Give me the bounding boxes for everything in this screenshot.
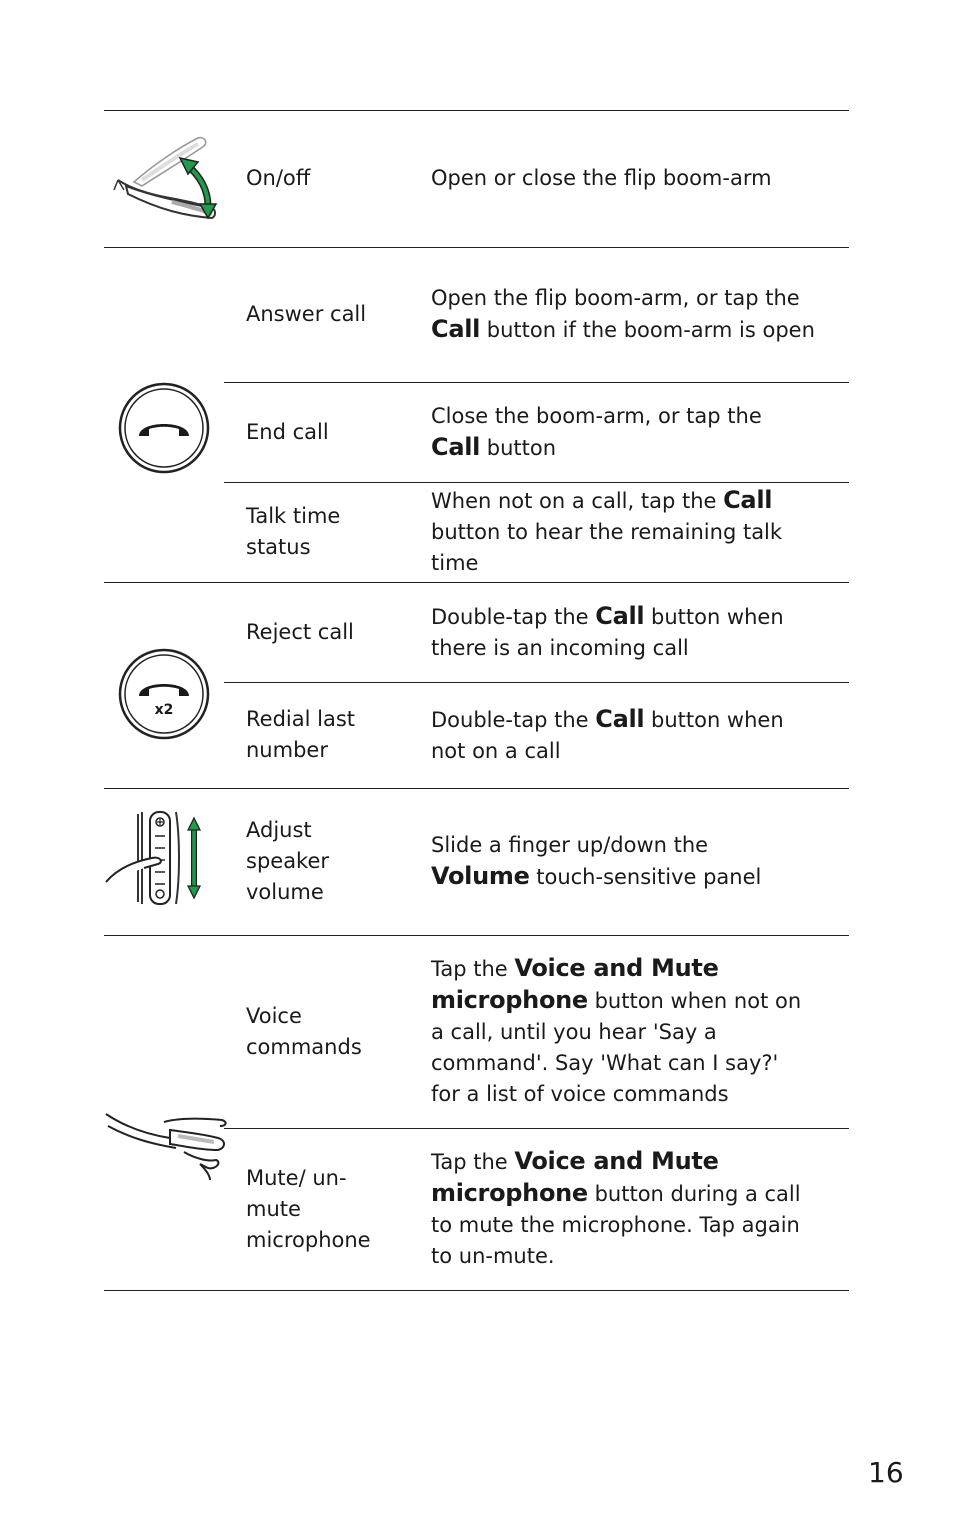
- function-label: End call: [246, 419, 329, 444]
- action-text: [431, 283, 831, 346]
- function-label: Reject call: [246, 619, 354, 644]
- action-redial: [431, 682, 821, 788]
- action-text: [431, 953, 811, 1110]
- function-label: On/off: [246, 166, 311, 190]
- action-segment: button during a call to mute the microphone. Tap again to un-mute.: [431, 1182, 801, 1268]
- action-segment: Tap the: [431, 957, 515, 981]
- function-label: Voice commands: [246, 1003, 362, 1059]
- action-text: [431, 163, 772, 194]
- function-reject-call: [246, 582, 416, 682]
- function-label: Adjust speaker volume: [246, 818, 330, 904]
- action-segment: button if the boom-arm is open: [480, 318, 815, 342]
- action-segment: Tap the: [431, 1150, 515, 1174]
- action-segment: When not on a call, tap the: [431, 489, 724, 513]
- action-text: [431, 1146, 811, 1272]
- button-name-emphasis: Call: [431, 315, 481, 343]
- button-name-emphasis: Volume: [431, 862, 530, 890]
- action-answer-call: [431, 247, 831, 382]
- function-onoff: [246, 110, 416, 247]
- action-segment: button when there is an incoming call: [431, 604, 784, 660]
- function-label: Mute/ un-mute microphone: [246, 1165, 371, 1252]
- action-segment: Open or close the flip boom-arm: [431, 166, 772, 190]
- function-voice-commands: [246, 935, 396, 1128]
- function-talk-time: [246, 482, 376, 582]
- action-segment: button: [480, 435, 557, 460]
- double-tap-badge: x2: [154, 702, 174, 718]
- function-mute: [246, 1128, 386, 1290]
- action-onoff: [431, 110, 831, 247]
- function-volume: [246, 788, 356, 935]
- function-end-call: [246, 382, 416, 482]
- action-voice-commands: [431, 935, 811, 1128]
- function-answer-call: [246, 247, 416, 382]
- function-label: Talk time status: [246, 504, 341, 559]
- action-segment: Double-tap the: [431, 707, 596, 732]
- action-segment: button when not on a call: [431, 707, 784, 763]
- action-segment: Slide a finger up/down the: [431, 833, 709, 857]
- volume-slide-icon: [104, 808, 216, 908]
- function-label: Answer call: [246, 302, 367, 326]
- button-name-emphasis: Call: [431, 432, 481, 461]
- action-text: [431, 704, 821, 767]
- action-segment: button when not on a call, until you hear 'Say a command'. Say 'What can I say?' for a list of voice commands: [431, 989, 802, 1106]
- call-button-double-tap-icon: [118, 648, 210, 740]
- action-text: [431, 830, 801, 893]
- button-name-emphasis: Call: [595, 704, 645, 733]
- action-text: [431, 601, 831, 664]
- action-talk-time: [431, 482, 831, 582]
- action-segment: Close the boom-arm, or tap the: [431, 403, 762, 428]
- button-name-emphasis: Voice and Mute microphone: [431, 1147, 719, 1207]
- page-number: 16: [868, 1456, 904, 1489]
- voice-mute-tap-icon: [104, 1104, 228, 1184]
- button-name-emphasis: Call: [723, 486, 773, 514]
- rule-bottom: [104, 1290, 849, 1291]
- action-reject-call: [431, 582, 831, 682]
- function-label: Redial last number: [246, 707, 355, 762]
- action-end-call: [431, 382, 801, 482]
- action-mute: [431, 1128, 811, 1290]
- action-segment: Double-tap the: [431, 604, 596, 629]
- function-redial: [246, 682, 376, 788]
- boom-arm-flip-icon: [112, 130, 224, 226]
- action-text: [431, 485, 831, 579]
- action-volume: [431, 788, 801, 935]
- action-text: [431, 401, 801, 464]
- action-segment: Open the flip boom-arm, or tap the: [431, 286, 800, 310]
- action-segment: touch-sensitive panel: [529, 865, 762, 889]
- action-segment: button to hear the remaining talk time: [431, 520, 783, 575]
- call-button-icon: [118, 382, 210, 474]
- button-name-emphasis: Voice and Mute microphone: [431, 954, 719, 1014]
- button-name-emphasis: Call: [595, 601, 645, 630]
